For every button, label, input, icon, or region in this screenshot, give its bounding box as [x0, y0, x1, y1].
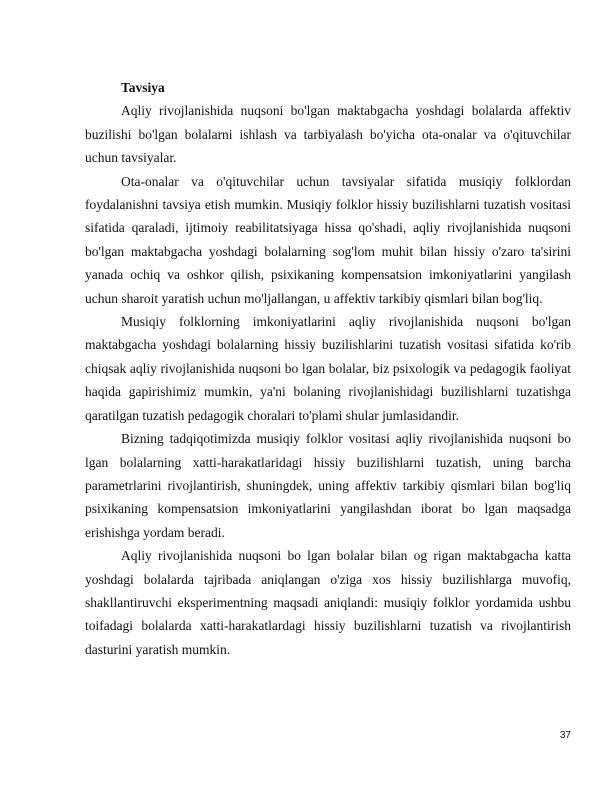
- section-heading: Tavsiya: [121, 80, 165, 95]
- paragraph-2: Ota-onalar va o'qituvchilar uchun tavsiyalar sifatida musiqiy folklordan foydalanishni tavsiya etish mumkin. Musiqiy folklor hissiy buzilishlarni tuzatish vositasi sifatida qaraladi, ijtimoiy reabilitatsiyaga hissa qo'shadi, aqliy rivojlanishida nuqsoni bo'lgan maktabgacha yoshdagi bolalarning sog'lom muhit bilan hissiy o'zaro ta'sirini yanada ochiq va oshkor qilish, psixikaning kompensatsion imkoniyatlarini yangilash uchun sharoit yaratish uchun mo'ljallangan, u affektiv tarkibiy qismlari bilan bog'liq.: [85, 173, 571, 306]
- paragraph-4: Bizning tadqiqotimizda musiqiy folklor vositasi aqliy rivojlanishida nuqsoni bo lgan bolalarning xatti-harakatlaridagi hissiy buzilishlarni tuzatish, uning barcha parametrlarini rivojlantirish, shuningdek, uning affektiv tarkibiy qismlari bilan bog'liq psixikaning kompensatsion imkoniyatlarini yangilashdan iborat bo lgan maqsadga erishishga yordam beradi.: [85, 431, 571, 540]
- paragraph-5: Aqliy rivojlanishida nuqsoni bo lgan bolalar bilan og rigan maktabgacha katta yoshdagi bolalarda tajribada aniqlangan o'ziga xos hissiy buzilishlarga muvofiq, shakllantiruvchi eksperimentning maqsadi aniqlandi: musiqiy folklor yordamida ushbu toifadagi bolalarda xatti-harakatlardagi hissiy buzilishlarni tuzatish va rivojlantirish dasturini yaratish mumkin.: [85, 548, 571, 657]
- paragraph-1: Aqliy rivojlanishida nuqsoni bo'lgan maktabgacha yoshdagi bolalarda affektiv buzilishi bo'lgan bolalarni ishlash va tarbiyalash bo'yicha ota-onalar va o'qituvchilar uchun tavsiyalar.: [85, 103, 571, 166]
- paragraph-3: Musiqiy folklorning imkoniyatlarini aqliy rivojlanishida nuqsoni bo'lgan maktabgacha yoshdagi bolalarning hissiy buzilishlarini tuzatish vositasi sifatida ko'rib chiqsak aqliy rivojlanishida nuqsoni bo lgan bolalar, biz psixologik va pedagogik faoliyat haqida gapirishimiz mumkin, ya'ni bolaning rivojlanishidagi buzilishlarni tuzatishga qaratilgan tuzatish pedagogik choralari to'plami shular jumlasidandir.: [85, 314, 571, 423]
- document-body: [85, 76, 571, 661]
- page-number: 37: [559, 730, 571, 741]
